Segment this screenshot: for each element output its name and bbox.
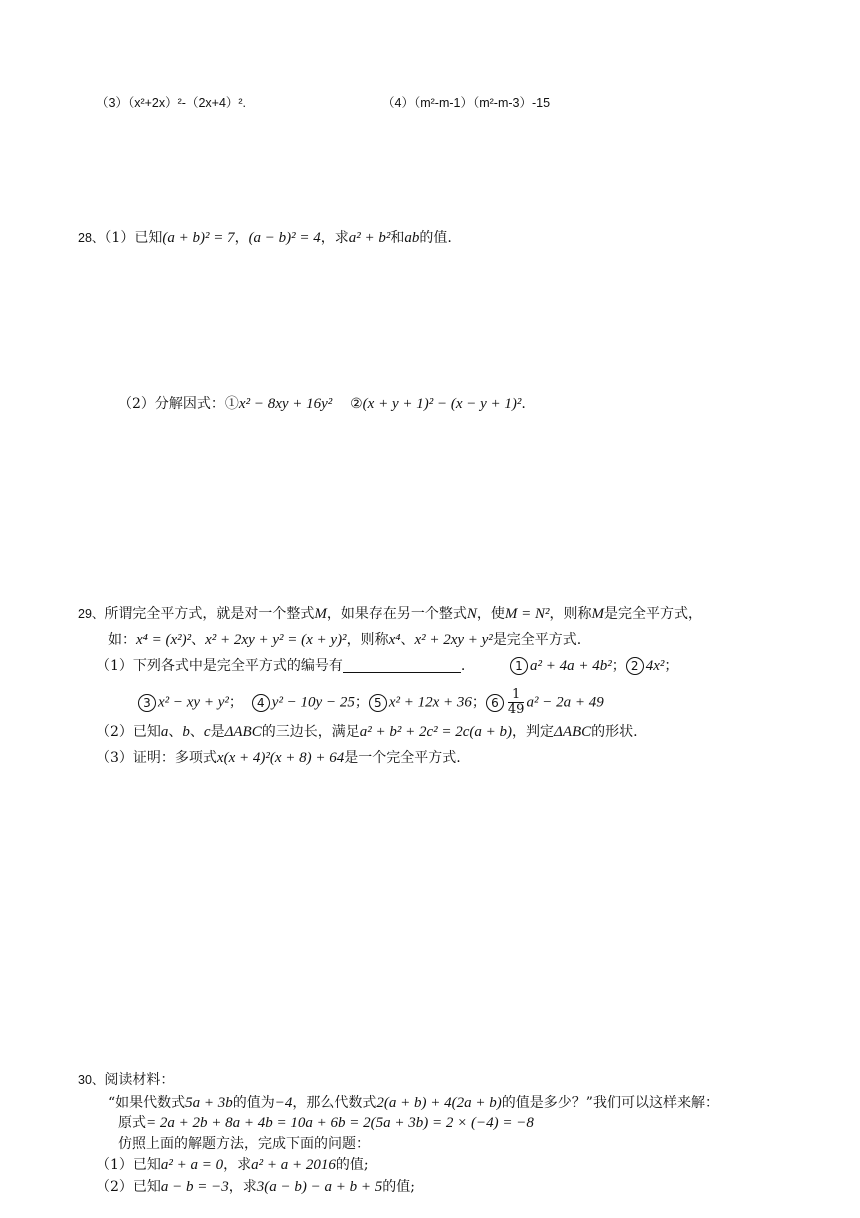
math-expr: a [160,724,169,740]
problem-29-part-1 [96,656,465,676]
math-expr: y² − 10y − 25 [271,694,355,711]
circled-number: ② [350,396,363,412]
text: 是一个完全平方式. [344,750,461,766]
problem-28-part-1 [78,228,452,248]
text: 的值为 [232,1095,275,1111]
text: . [460,658,466,674]
text: ，则称 [549,606,592,622]
math-expr: = 2a + 2b + 8a + 4b = 10a + 6b = 2(5a + 3b) = 2 × (−4) = −8 [146,1115,534,1131]
math-expr: x(x + 4)²(x + 8) + 64 [216,750,345,766]
option-1-label: 1 [510,657,528,675]
text: 的值; [382,1179,415,1195]
text: ，求 [228,1179,257,1195]
problem-29-example [108,630,581,650]
math-expr: 4x² [645,658,665,674]
math-expr: a² + a = 0 [160,1157,224,1173]
text: ，则称 [346,632,389,648]
text: （2）已知 [96,1179,161,1195]
math-expr: x² + 2xy + y² = (x + y)² [205,632,347,648]
problem-29-options-row-1 [510,656,678,676]
text: ； [354,694,369,711]
text: ； [471,694,486,711]
problem-30-part-2 [96,1177,415,1197]
option-3-label: 3 [138,694,156,712]
text: （1）已知 [96,1157,161,1173]
text: ，求 [223,1157,252,1173]
math-expr: x² − xy + y² [158,694,229,711]
problem-29-options-row-2 [138,688,604,717]
text: （3）证明：多项式 [96,750,217,766]
math-expr: M = N² [504,606,550,622]
math-expr: −4 [274,1095,293,1111]
text: ，那么代数式 [292,1095,377,1111]
math-expr: 2(a + b) + 4(2a + b) [376,1095,502,1111]
math-expr: N [466,606,477,622]
text: 原式 [118,1115,146,1131]
math-expr: 5a + 3b [185,1095,233,1111]
math-expr: ab [404,230,420,246]
text: （2）分解因式： [118,396,225,412]
math-expr: x⁴ = (x²)² [136,632,192,648]
problem-30-title [78,1070,174,1090]
math-expr: x² + 2xy + y² [414,632,493,648]
option-6-label: 6 [486,694,504,712]
text: 的值. [419,230,452,246]
math-expr: M [314,606,327,622]
text: （1）下列各式中是完全平方式的编号有 [96,658,343,674]
text: ； [611,658,626,674]
text: 、 [189,724,204,740]
math-expr: x² + 12x + 36 [388,694,472,711]
math-expr: (a + b)² = 7 [162,230,235,246]
answer-blank[interactable] [343,657,461,673]
fraction-denominator: 49 [507,702,525,717]
problem-28-part-2 [118,394,526,414]
problem-27-item-3: （3）（x²+2x）²-（2x+4）². [96,96,247,110]
text: 、 [191,632,206,648]
math-expr: a² + 4a + 4b² [530,658,612,674]
text: （1）已知 [104,230,163,246]
problem-27-item-4: （4）（m²-m-1）（m²-m-3）-15 [382,96,551,110]
text: ，如果存在另一个整式 [326,606,467,622]
math-expr: ΔABC [224,724,262,740]
math-expr: a² + b² + 2c² = 2c(a + b) [359,724,513,740]
text: ， [234,230,249,246]
text: ，使 [476,606,505,622]
math-expr: M [591,606,605,622]
option-2-label: 2 [626,657,644,675]
text: “如果代数式 [108,1095,186,1111]
text: 是完全平方式， [604,606,703,622]
text: （2）已知 [96,724,161,740]
fraction-numerator: 1 [508,688,525,703]
math-expr: a² + a + 2016 [251,1157,336,1173]
text: 阅读材料： [104,1072,175,1088]
math-expr: a² + b² [348,230,391,246]
problem-29-part-2 [96,722,638,742]
problem-number: 29、 [78,607,105,621]
problem-30-instruction: 仿照上面的解题方法，完成下面的问题： [118,1136,370,1152]
math-expr: (x + y + 1)² − (x − y + 1)² [362,396,522,412]
text: 的值; [335,1157,369,1173]
text: 的形状. [591,724,638,740]
math-expr: x⁴ [388,632,401,648]
problem-30-solution [118,1113,534,1133]
fraction [508,688,525,717]
math-expr: b [182,724,190,740]
problem-30-part-1 [96,1155,369,1175]
text: 是完全平方式. [492,632,582,648]
problem-29-intro [78,604,702,624]
math-expr: ΔABC [554,724,592,740]
text: 的值是多少？”我们可以这样来解： [501,1095,719,1111]
option-4-label: 4 [252,694,270,712]
text: . [521,396,526,412]
text: 如： [108,632,136,648]
math-expr: x² − 8xy + 16y² [238,396,333,412]
text: ，判定 [512,724,555,740]
text: 是 [210,724,225,740]
text: 所谓完全平方式，就是对一个整式 [104,606,315,622]
option-5-label: 5 [369,694,387,712]
text: ，求 [320,230,349,246]
problem-29-part-3 [96,748,461,768]
text: ； [664,658,679,674]
text: 和 [390,230,405,246]
problem-number: 30、 [78,1073,105,1087]
math-expr: c [203,724,211,740]
math-expr: a² − 2a + 49 [526,694,604,711]
text: ； [228,694,243,711]
text: 、 [400,632,415,648]
text: 的三边长，满足 [261,724,360,740]
math-expr: (a − b)² = 4 [248,230,321,246]
circled-number: ① [224,396,239,412]
problem-number: 28、 [78,231,105,245]
text: 、 [168,724,183,740]
math-expr: 3(a − b) − a + b + 5 [256,1179,383,1195]
math-expr: a − b = −3 [160,1179,229,1195]
problem-30-quote [108,1093,719,1113]
